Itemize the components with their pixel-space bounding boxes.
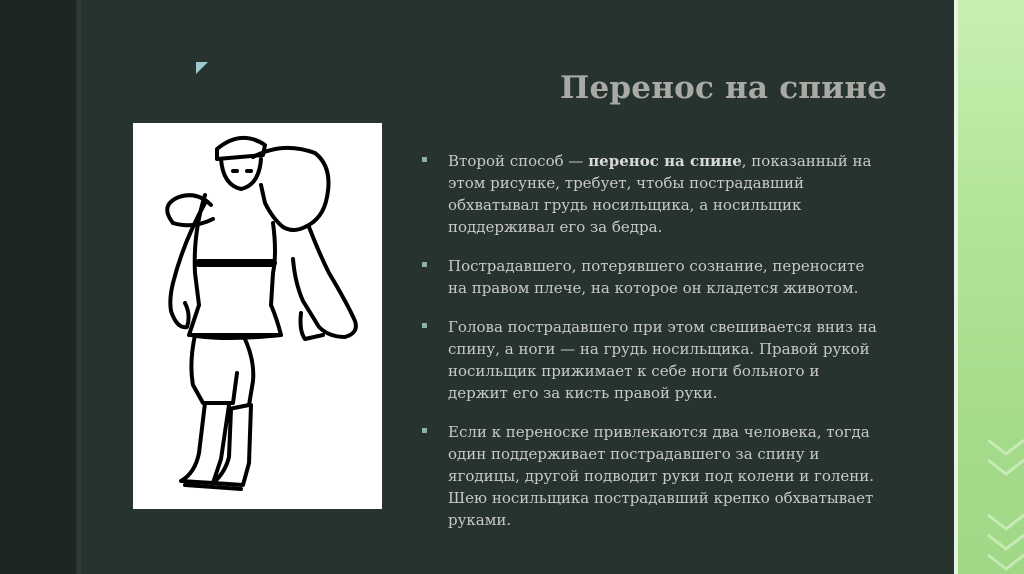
- bullet-text: Голова пострадавшего при этом свешивается вниз на спину, а ноги — на грудь носильщика. Правой рукой носильщик прижимает к себе ноги больного и держит его за кисть правой руки.: [448, 318, 877, 402]
- bullet-text-rest: , показанный на этом рисунке, требует, чтобы пострадавший обхватывал грудь носильщика, а носильщик поддерживал его за бедра.: [448, 152, 872, 236]
- bullet-text-lead: Второй способ —: [448, 152, 589, 170]
- bullet-marker: [422, 428, 427, 433]
- bullet-marker: [422, 157, 427, 162]
- bullet-item: [422, 255, 882, 299]
- bullet-marker: [422, 262, 427, 267]
- bullet-item: [422, 421, 882, 531]
- slide-title: Перенос на спине: [560, 70, 888, 106]
- bullet-item: [422, 316, 882, 404]
- bullet-list: [422, 150, 882, 548]
- bullet-text: Если к переноске привлекаются два человека, тогда один поддерживает пострадавшего за спину и ягодицы, другой подводит руки под колени и голени. Шею носильщика пострадавший крепко обхватывает руками.: [448, 423, 875, 529]
- corner-triangle-icon: [196, 62, 208, 74]
- left-border-strip: [0, 0, 76, 574]
- illustration-carry-on-back: [133, 123, 382, 509]
- bullet-text-bold: перенос на спине: [588, 152, 742, 170]
- bullet-text: Пострадавшего, потерявшего сознание, переносите на правом плече, на которое он кладется животом.: [448, 257, 865, 297]
- soldier-carrying-person-illustration: [133, 123, 382, 509]
- bullet-item: [422, 150, 882, 238]
- chevron-pattern-icon: [958, 420, 1024, 574]
- bullet-marker: [422, 323, 427, 328]
